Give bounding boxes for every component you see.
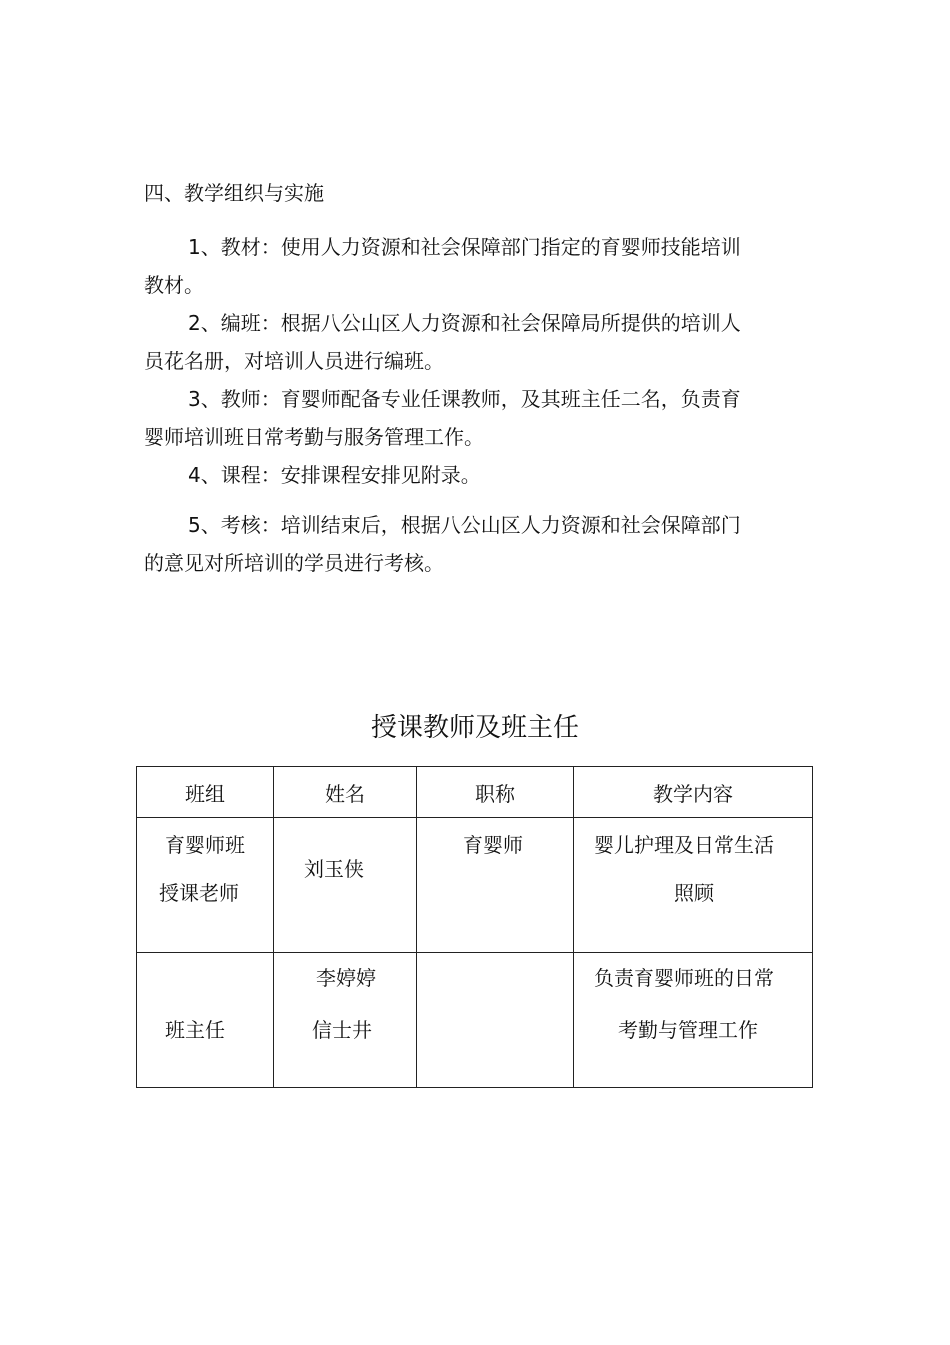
cell-content [574,953,813,1088]
cell-name [274,953,417,1088]
header-name: 姓名 [274,767,417,818]
cell-name [274,818,417,953]
section-heading: 四、教学组织与实施 [144,181,324,205]
cell-group [137,818,274,953]
cell-text: 授课老师 [159,881,239,905]
paragraph-line: 1、教材：使用人力资源和社会保障部门指定的育婴师技能培训 [188,235,741,259]
paragraph-class-grouping [144,304,784,380]
header-group: 班组 [137,767,274,818]
cell-text: 信士井 [312,1018,372,1042]
paragraph-line: 3、教师：育婴师配备专业任课教师，及其班主任二名，负责育 [188,387,741,411]
staff-table [136,766,813,1088]
cell-text: 李婷婷 [316,966,376,990]
paragraph-assessment [144,506,784,582]
cell-title [417,953,574,1088]
cell-text: 婴儿护理及日常生活 [594,833,774,857]
paragraph-line: 2、编班：根据八公山区人力资源和社会保障局所提供的培训人 [188,311,741,335]
paragraph-line: 教材。 [144,273,204,297]
cell-title [417,818,574,953]
cell-group [137,953,274,1088]
header-title: 职称 [417,767,574,818]
header-content: 教学内容 [574,767,813,818]
paragraph-line: 员花名册，对培训人员进行编班。 [144,349,444,373]
paragraph-line: 的意见对所培训的学员进行考核。 [144,551,444,575]
cell-text: 育婴师 [463,833,523,857]
cell-text: 考勤与管理工作 [618,1018,758,1042]
paragraph-line: 婴师培训班日常考勤与服务管理工作。 [144,425,484,449]
table-row [137,818,813,953]
paragraph-line: 4、课程：安排课程安排见附录。 [188,463,481,487]
table-row [137,953,813,1088]
cell-text: 刘玉侠 [304,857,364,881]
cell-text: 负责育婴师班的日常 [594,966,774,990]
cell-text: 育婴师班 [165,833,245,857]
paragraph-teachers [144,380,784,456]
table-title: 授课教师及班主任 [370,713,579,743]
cell-text: 班主任 [165,1018,225,1042]
cell-content [574,818,813,953]
paragraph-courses [144,456,784,494]
table-header-row [137,767,813,818]
paragraph-textbook [144,228,784,304]
cell-text: 照顾 [674,881,714,905]
paragraph-line: 5、考核：培训结束后，根据八公山区人力资源和社会保障部门 [188,513,741,537]
